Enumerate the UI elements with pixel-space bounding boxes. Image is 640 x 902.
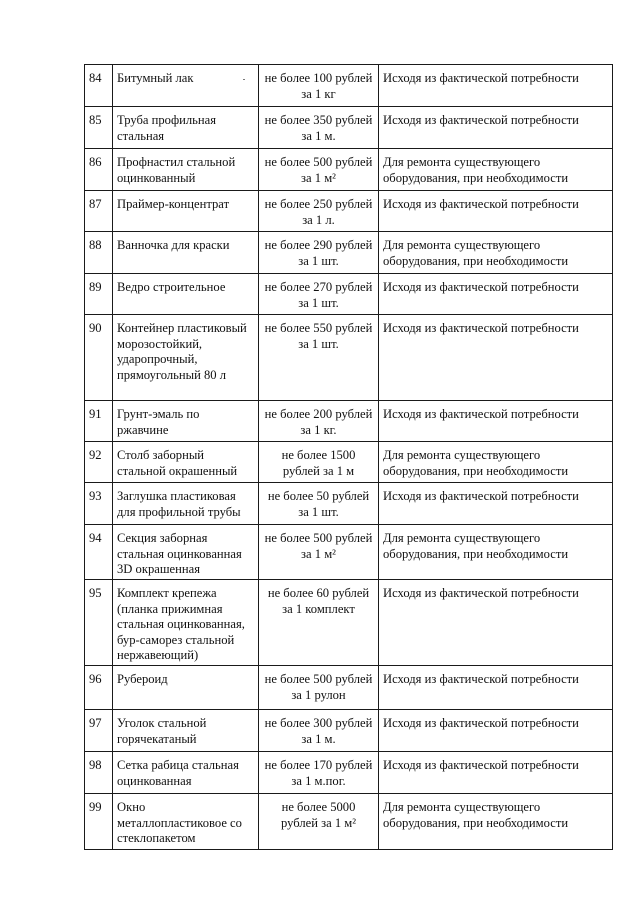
row-number: 93	[85, 483, 113, 525]
material-name: Уголок стальной горячекатаный	[113, 710, 259, 752]
row-number: 89	[85, 274, 113, 315]
need-basis: Для ремонта существующего оборудования, при необходимости	[379, 232, 613, 274]
price-limit: не более 60 рублей за 1 комплект	[259, 580, 379, 666]
price-limit: не более 1500 рублей за 1 м	[259, 442, 379, 483]
need-basis: Для ремонта существующего оборудования, при необходимости	[379, 525, 613, 580]
table-row	[85, 710, 613, 752]
need-basis: Исходя из фактической потребности	[379, 710, 613, 752]
material-name: Труба профильная стальная	[113, 107, 259, 149]
price-limit: не более 250 рублей за 1 л.	[259, 191, 379, 232]
price-limit: не более 290 рублей за 1 шт.	[259, 232, 379, 274]
need-basis: Исходя из фактической потребности	[379, 483, 613, 525]
material-name: Комплект крепежа (планка прижимная стальная оцинкованная, бур-саморез стальной нержавеющий)	[113, 580, 259, 666]
row-number: 85	[85, 107, 113, 149]
table-row	[85, 149, 613, 191]
need-basis: Для ремонта существующего оборудования, при необходимости	[379, 794, 613, 850]
table-row	[85, 666, 613, 710]
row-number: 90	[85, 315, 113, 401]
need-basis: Для ремонта существующего оборудования, при необходимости	[379, 442, 613, 483]
table-row	[85, 315, 613, 401]
table-row	[85, 274, 613, 315]
row-number: 91	[85, 401, 113, 442]
need-basis: Исходя из фактической потребности	[379, 752, 613, 794]
table-row	[85, 580, 613, 666]
need-basis: Исходя из фактической потребности	[379, 401, 613, 442]
row-number: 96	[85, 666, 113, 710]
table-row	[85, 525, 613, 580]
table-row	[85, 483, 613, 525]
row-number: 92	[85, 442, 113, 483]
material-name: Окно металлопластиковое со стеклопакетом	[113, 794, 259, 850]
table-row	[85, 65, 613, 107]
price-limit: не более 500 рублей за 1 м²	[259, 149, 379, 191]
material-name: Ведро строительное	[113, 274, 259, 315]
material-name: Заглушка пластиковая для профильной трубы	[113, 483, 259, 525]
table-row	[85, 401, 613, 442]
row-number: 86	[85, 149, 113, 191]
price-limit: не более 5000 рублей за 1 м²	[259, 794, 379, 850]
material-name: Грунт-эмаль по ржавчине	[113, 401, 259, 442]
table-row	[85, 752, 613, 794]
price-limit: не более 270 рублей за 1 шт.	[259, 274, 379, 315]
row-number: 95	[85, 580, 113, 666]
table-row	[85, 191, 613, 232]
material-name: Ванночка для краски	[113, 232, 259, 274]
table-row	[85, 442, 613, 483]
material-name: Битумный лак	[113, 65, 259, 107]
price-limit: не более 550 рублей за 1 шт.	[259, 315, 379, 401]
price-limit: не более 170 рублей за 1 м.пог.	[259, 752, 379, 794]
row-number: 94	[85, 525, 113, 580]
need-basis: Исходя из фактической потребности	[379, 107, 613, 149]
row-number: 84	[85, 65, 113, 107]
materials-table	[84, 64, 613, 850]
need-basis: Исходя из фактической потребности	[379, 315, 613, 401]
material-name: Праймер-концентрат	[113, 191, 259, 232]
row-number: 99	[85, 794, 113, 850]
need-basis: Исходя из фактической потребности	[379, 65, 613, 107]
material-name: Столб заборный стальной окрашенный	[113, 442, 259, 483]
price-limit: не более 350 рублей за 1 м.	[259, 107, 379, 149]
need-basis: Для ремонта существующего оборудования, при необходимости	[379, 149, 613, 191]
material-name: Секция заборная стальная оцинкованная 3D окрашенная	[113, 525, 259, 580]
material-name: Профнастил стальной оцинкованный	[113, 149, 259, 191]
material-name: Рубероид	[113, 666, 259, 710]
table-row	[85, 232, 613, 274]
price-limit: не более 100 рублей за 1 кг	[259, 65, 379, 107]
table-row	[85, 107, 613, 149]
material-name: Контейнер пластиковый морозостойкий, ударопрочный, прямоугольный 80 л	[113, 315, 259, 401]
table-row	[85, 794, 613, 850]
need-basis: Исходя из фактической потребности	[379, 580, 613, 666]
row-number: 87	[85, 191, 113, 232]
price-limit: не более 500 рублей за 1 рулон	[259, 666, 379, 710]
need-basis: Исходя из фактической потребности	[379, 666, 613, 710]
material-name: Сетка рабица стальная оцинкованная	[113, 752, 259, 794]
row-number: 97	[85, 710, 113, 752]
price-limit: не более 300 рублей за 1 м.	[259, 710, 379, 752]
price-limit: не более 50 рублей за 1 шт.	[259, 483, 379, 525]
need-basis: Исходя из фактической потребности	[379, 274, 613, 315]
price-limit: не более 500 рублей за 1 м²	[259, 525, 379, 580]
row-number: 88	[85, 232, 113, 274]
materials-table-body	[85, 65, 613, 850]
price-limit: не более 200 рублей за 1 кг.	[259, 401, 379, 442]
row-number: 98	[85, 752, 113, 794]
need-basis: Исходя из фактической потребности	[379, 191, 613, 232]
